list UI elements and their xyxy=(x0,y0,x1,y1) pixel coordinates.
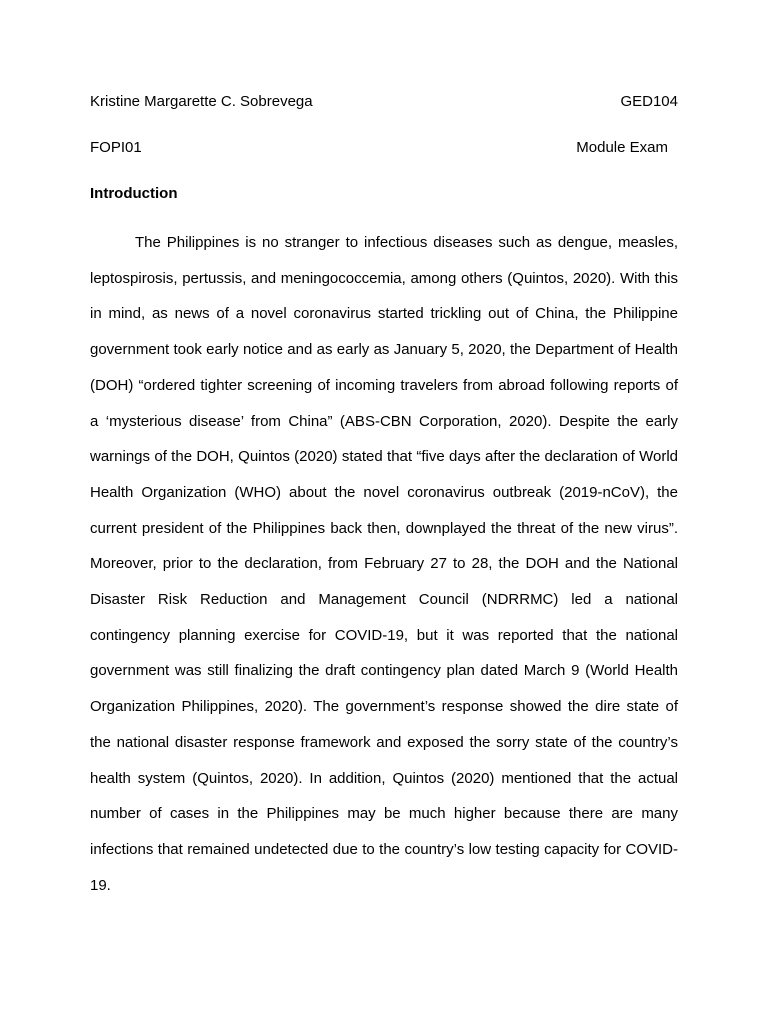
exam-title: Module Exam xyxy=(576,139,668,156)
section-code: FOPI01 xyxy=(90,139,142,156)
section-heading: Introduction xyxy=(90,185,178,202)
course-code: GED104 xyxy=(620,93,678,110)
introduction-paragraph: The Philippines is no stranger to infectious diseases such as dengue, measles, leptospirosis, pertussis, and meningococcemia, among others (Quintos, 2020). With this in mind, as news of a novel coronavirus started trickling out of China, the Philippine government took early notice and as early as January 5, 2020, the Department of Health (DOH) “ordered tighter screening of incoming travelers from abroad following reports of a ‘mysterious disease’ from China” (ABS-CBN Corporation, 2020). Despite the early warnings of the DOH, Quintos (2020) stated that “five days after the declaration of World Health Organization (WHO) about the novel coronavirus outbreak (2019-nCoV), the current president of the Philippines back then, downplayed the threat of the new virus”. Moreover, prior to the declaration, from February 27 to 28, the DOH and the National Disaster Risk Reduction and Management Council (NDRRMC) led a national contingency planning exercise for COVID-19, but it was reported that the national government was still finalizing the draft contingency plan dated March 9 (World Health Organization Philippines, 2020). The government’s response showed the dire state of the national disaster response framework and exposed the sorry state of the country’s health system (Quintos, 2020). In addition, Quintos (2020) mentioned that the actual number of cases in the Philippines may be much higher because there are many infections that remained undetected due to the country’s low testing capacity for COVID-19. xyxy=(90,234,678,894)
author-name: Kristine Margarette C. Sobrevega xyxy=(90,93,313,110)
